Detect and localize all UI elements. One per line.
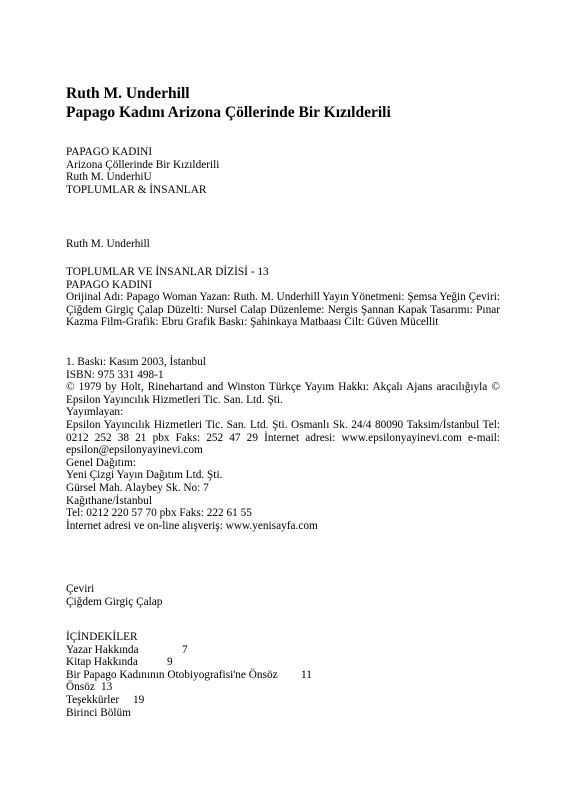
toc-entry [66,669,500,682]
toc-entry [66,694,500,707]
cover-line: Arizona Çöllerinde Bir Kızılderili [66,158,220,171]
cover-line: Ruth M. UnderhiU [66,171,152,184]
toc-entry-page: 11 [301,668,312,681]
toc-entry [66,707,500,720]
distribution-label: Genel Dağıtım: [66,456,136,469]
cover-line: PAPAGO KADINI [66,146,153,158]
toc-entry [66,681,500,694]
isbn: ISBN: 975 331 498-1 [66,368,164,381]
toc-entry-page: 19 [133,693,145,706]
toc-entry-title: Teşekkürler [66,693,120,706]
copyright-paragraph: © 1979 by Holt, Rinehartand and Winston Türkçe Yayım Hakkı: Akçalı Ajans aracılığıyla © Epsilon Yayıncılık Hizmetleri Tic. San. Ltd. Şti. [66,381,500,406]
toc-entry-page: 13 [101,681,113,694]
series-title: TOPLUMLAR VE İNSANLAR DİZİSİ - 13 [66,266,269,278]
series-book: PAPAGO KADINI [66,278,153,291]
table-of-contents [66,631,500,719]
toc-entry-page: 7 [182,643,188,656]
credits-paragraph: Orijinal Adı: Papago Woman Yazan: Ruth. M. Underhill Yayın Yönetmeni: Şemsa Yeğin Çeviri: Çiğdem Girgiç Çalap Düzelti: Nursel Calap Düzenleme: Nergis Şannan Kapak Tasarımı: Pınar Kazma Film-Grafik: Ebru Grafik Baskı: Şahinkaya Matbaası Cilt: Güven Mücellit [66,291,500,329]
edition: 1. Baskı: Kasım 2003, İstanbul [66,356,206,368]
publication-info [66,356,500,532]
toc-entry-title: Bir Papago Kadınının Otobiyografisi'ne Önsöz [66,668,278,681]
book-title: Papago Kadını Arizona Çöllerinde Bir Kızılderili [66,104,391,121]
toc-entry-title: Birinci Bölüm [66,706,131,719]
distribution-line: İnternet adresi ve on-line alışveriş: www.yenisayfa.com [66,519,318,532]
distribution-line: Yeni Çizgi Yayın Dağıtım Ltd. Şti. [66,469,223,482]
publisher-paragraph: Epsilon Yayıncılık Hizmetleri Tic. San. Ltd. Şti. Osmanlı Sk. 24/4 80090 Taksim/İstanbul Tel: 0212 252 38 21 pbx Faks: 252 47 29 İnternet adresi: www.epsilonyayinevi.com e-mail: epsilon@epsilonyayinevi.com [66,418,500,457]
series-info [66,266,500,329]
translator-name: Çiğdem Girgiç Çalap [66,595,163,608]
author-line [66,238,500,251]
translator-label: Çeviri [66,583,95,595]
toc-title: İÇİNDEKİLER [66,631,138,643]
toc-entry-title: Yazar Hakkında [66,643,139,656]
distribution-line: Kağıthane/İstanbul [66,494,152,507]
distribution-line: Gürsel Mah. Alaybey Sk. No: 7 [66,481,209,494]
translator-info [66,583,500,608]
cover-line: TOPLUMLAR & İNSANLAR [66,183,207,196]
toc-entry-page: 9 [167,656,173,669]
toc-entry-title: Önsöz [66,681,95,694]
cover-info [66,146,500,196]
author-name: Ruth M. Underhill [66,238,150,250]
publisher-label: Yayımlayan: [66,406,124,419]
toc-entry [66,656,500,669]
book-author: Ruth M. Underhill [66,85,190,102]
header [66,84,391,122]
toc-entry [66,644,500,657]
toc-entry-title: Kitap Hakkında [66,656,138,669]
distribution-line: Tel: 0212 220 57 70 pbx Faks: 222 61 55 [66,507,252,520]
